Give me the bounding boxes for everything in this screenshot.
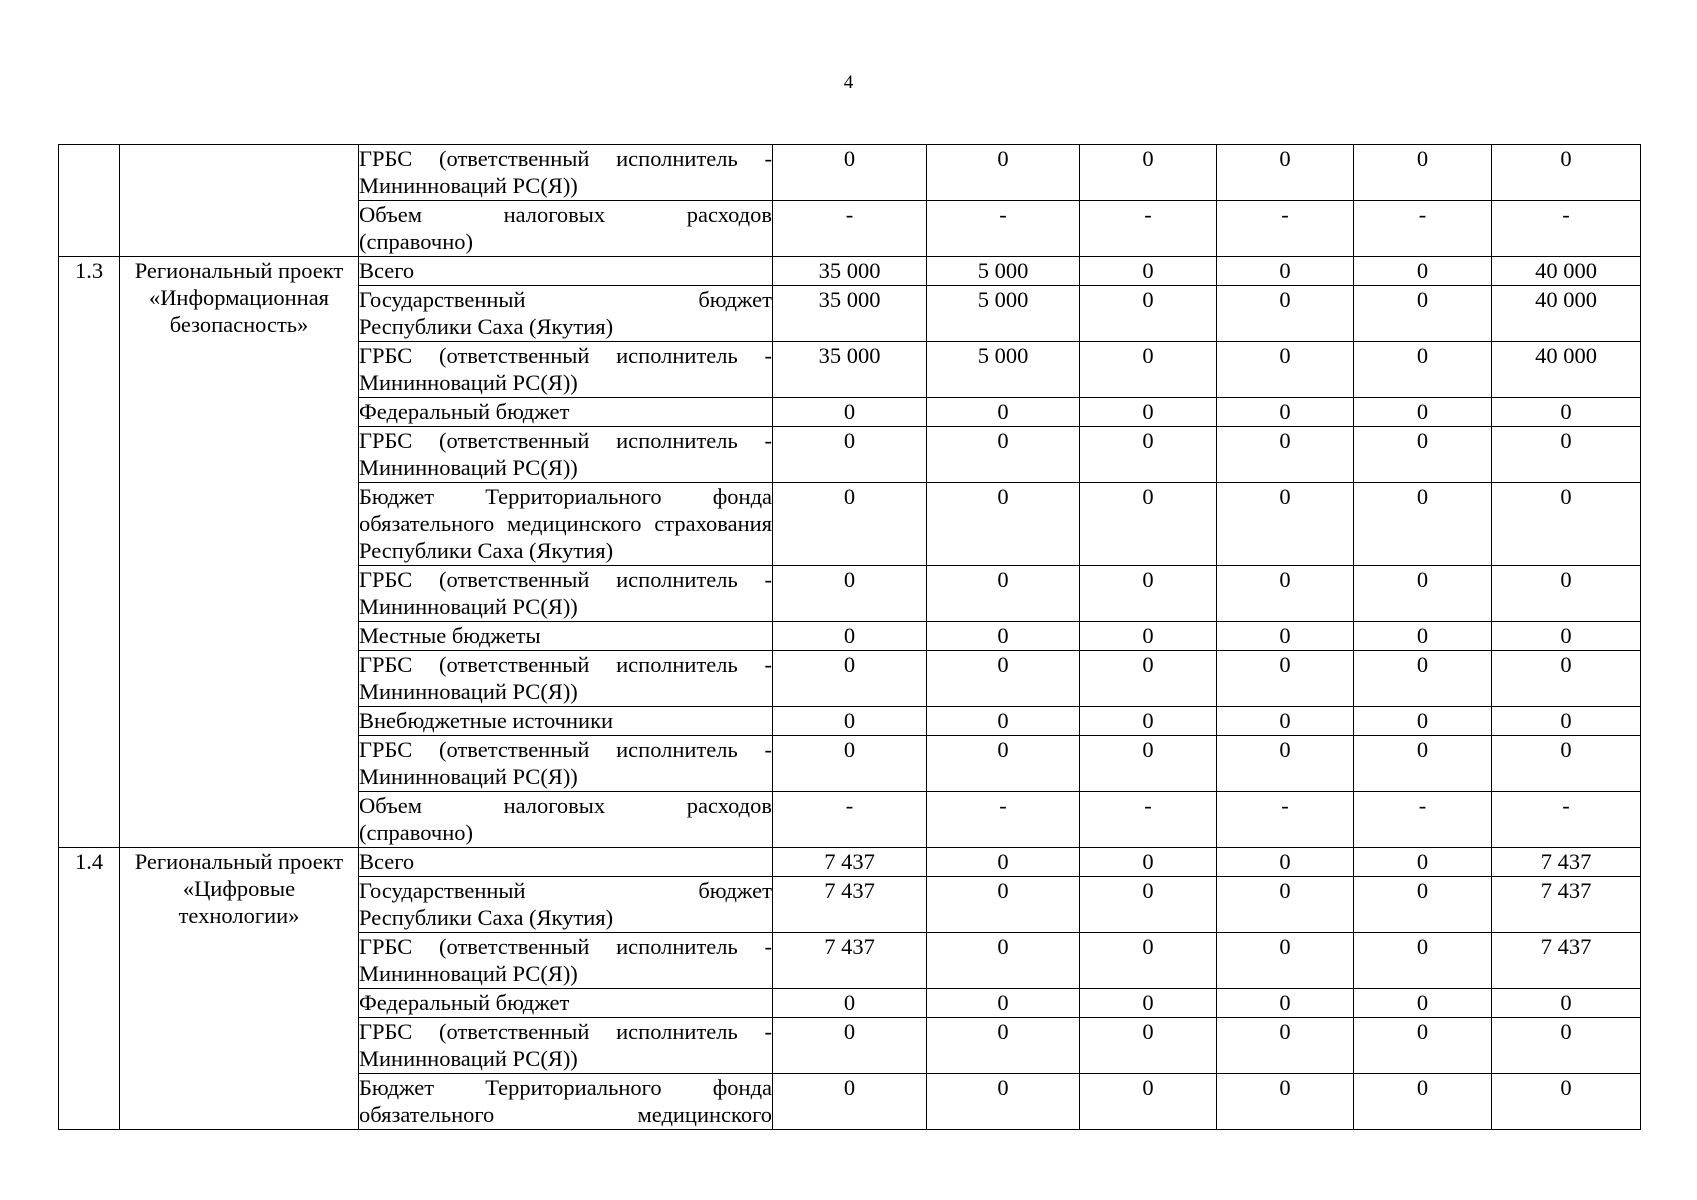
value-cell: 0 [1354,483,1492,566]
value-cell: 0 [1080,651,1217,707]
value-cell: 0 [1492,1074,1641,1130]
value-cell: 0 [1217,145,1354,201]
value-cell: 0 [1354,736,1492,792]
table-row [59,145,1641,201]
value-cell: 0 [1492,736,1641,792]
value-cell: 0 [1217,427,1354,483]
funding-source-line [359,286,772,313]
funding-source: ГРБС (ответственный исполнитель - Мининноваций РС(Я)) [359,342,773,398]
value-cell: 0 [1492,1018,1641,1074]
funding-source [359,286,773,342]
value-cell: 7 437 [773,877,927,933]
value-cell: 5 000 [927,342,1080,398]
value-cell: 0 [1080,427,1217,483]
funding-source-word: Государственный [359,878,526,903]
funding-source: Федеральный бюджет [359,989,773,1018]
value-cell: 0 [927,566,1080,622]
value-cell: 0 [1217,989,1354,1018]
value-cell: - [773,792,927,848]
funding-source-line: (справочно) [359,820,473,845]
value-cell: 7 437 [1492,848,1641,877]
value-cell: 40 000 [1492,342,1641,398]
value-cell: 0 [927,651,1080,707]
value-cell: 0 [927,1074,1080,1130]
value-cell: 0 [1080,707,1217,736]
value-cell: 0 [927,707,1080,736]
value-cell: 0 [773,989,927,1018]
value-cell: 0 [1080,483,1217,566]
value-cell: 0 [1217,286,1354,342]
value-cell: 7 437 [773,933,927,989]
value-cell: 0 [1217,398,1354,427]
value-cell: 0 [1354,707,1492,736]
value-cell: 0 [773,566,927,622]
value-cell: 0 [1080,342,1217,398]
item-number: 1.3 [59,257,120,848]
value-cell: 0 [1217,622,1354,651]
funding-source: Всего [359,848,773,877]
value-cell: - [1354,201,1492,257]
value-cell: 0 [1080,566,1217,622]
budget-table [58,144,1641,1130]
funding-source-line: Республики Саха (Якутия) [359,905,614,930]
value-cell: 0 [773,427,927,483]
table-row [59,257,1641,286]
value-cell: - [1217,201,1354,257]
value-cell: 0 [1080,286,1217,342]
value-cell: 40 000 [1492,286,1641,342]
funding-source: Внебюджетные источники [359,707,773,736]
funding-source [359,201,773,257]
value-cell: 0 [1217,483,1354,566]
value-cell: 0 [1217,566,1354,622]
value-cell: 0 [927,427,1080,483]
item-name: Региональный проект «Цифровые технологии» [120,848,359,1130]
item-name: Региональный проект «Информационная безопасность» [120,257,359,848]
value-cell: - [927,201,1080,257]
funding-source-word: расходов [686,202,772,227]
value-cell: 0 [1217,257,1354,286]
value-cell: 0 [1354,651,1492,707]
funding-source: ГРБС (ответственный исполнитель - Мининноваций РС(Я)) [359,427,773,483]
value-cell: 0 [1354,848,1492,877]
value-cell: 0 [1354,342,1492,398]
value-cell: - [1492,201,1641,257]
value-cell: 0 [1354,1018,1492,1074]
value-cell: 0 [1354,622,1492,651]
funding-source-line [359,877,772,904]
value-cell: 0 [927,622,1080,651]
value-cell: 0 [1492,651,1641,707]
value-cell: 0 [927,848,1080,877]
page-number: 4 [843,72,854,93]
value-cell: 0 [1080,877,1217,933]
value-cell: 0 [1354,566,1492,622]
value-cell: 35 000 [773,257,927,286]
funding-source-word: Государственный [359,287,526,312]
value-cell: 0 [1080,257,1217,286]
value-cell: 35 000 [773,286,927,342]
value-cell: 0 [1217,342,1354,398]
value-cell: 0 [1217,877,1354,933]
funding-source-word: Объем [359,202,422,227]
value-cell: 0 [773,145,927,201]
value-cell: 7 437 [1492,933,1641,989]
value-cell: 0 [927,933,1080,989]
value-cell: - [1217,792,1354,848]
funding-source: Местные бюджеты [359,622,773,651]
funding-source-word: налоговых [503,793,606,818]
funding-source-line [359,792,772,819]
value-cell: 0 [1080,989,1217,1018]
value-cell: 0 [1492,398,1641,427]
budget-table-body [59,145,1641,1130]
table-row [59,848,1641,877]
value-cell: 0 [1354,877,1492,933]
value-cell: 0 [1354,427,1492,483]
value-cell: 0 [1217,707,1354,736]
value-cell: 0 [1354,989,1492,1018]
value-cell: 0 [773,398,927,427]
funding-source [359,792,773,848]
funding-source: ГРБС (ответственный исполнитель - Мининноваций РС(Я)) [359,651,773,707]
value-cell: 0 [1217,848,1354,877]
value-cell: 7 437 [773,848,927,877]
value-cell: 0 [1080,848,1217,877]
value-cell: 0 [1080,1018,1217,1074]
value-cell: - [927,792,1080,848]
value-cell: 0 [1492,483,1641,566]
value-cell: 0 [1217,736,1354,792]
value-cell: 0 [773,651,927,707]
value-cell: 0 [1354,286,1492,342]
value-cell: - [1080,792,1217,848]
funding-source-line [359,201,772,228]
funding-source: ГРБС (ответственный исполнитель - Мининноваций РС(Я)) [359,736,773,792]
value-cell: 0 [1080,622,1217,651]
value-cell: 0 [1354,1074,1492,1130]
funding-source-word: Объем [359,793,422,818]
funding-source-word: расходов [686,793,772,818]
value-cell: 35 000 [773,342,927,398]
value-cell: 0 [1080,398,1217,427]
funding-source-line: Республики Саха (Якутия) [359,314,614,339]
funding-source-word: налоговых [503,202,606,227]
value-cell: - [1492,792,1641,848]
value-cell: 0 [1080,933,1217,989]
funding-source: ГРБС (ответственный исполнитель - Мининноваций РС(Я)) [359,1018,773,1074]
value-cell: 0 [1354,398,1492,427]
value-cell: 0 [1217,651,1354,707]
value-cell: 0 [1217,1074,1354,1130]
item-number: 1.4 [59,848,120,1130]
value-cell: 0 [773,483,927,566]
value-cell: 0 [773,1074,927,1130]
value-cell: 0 [927,989,1080,1018]
value-cell: 0 [1217,933,1354,989]
value-cell: 0 [927,877,1080,933]
value-cell: - [773,201,927,257]
item-name-cell [120,145,359,257]
value-cell: 5 000 [927,286,1080,342]
funding-source: ГРБС (ответственный исполнитель - Мининноваций РС(Я)) [359,933,773,989]
value-cell: 0 [1492,707,1641,736]
funding-source: ГРБС (ответственный исполнитель - Мининноваций РС(Я)) [359,566,773,622]
funding-source: ГРБС (ответственный исполнитель - Мининноваций РС(Я)) [359,145,773,201]
value-cell: 0 [1354,933,1492,989]
value-cell: 0 [1492,145,1641,201]
value-cell: 7 437 [1492,877,1641,933]
value-cell: 0 [1080,145,1217,201]
value-cell: 40 000 [1492,257,1641,286]
value-cell: 0 [1354,257,1492,286]
item-number-cell [59,145,120,257]
value-cell: 0 [927,398,1080,427]
value-cell: 5 000 [927,257,1080,286]
value-cell: 0 [773,622,927,651]
funding-source: Бюджет Территориального фонда обязательного медицинского [359,1074,773,1130]
value-cell: 0 [1492,622,1641,651]
value-cell: 0 [1080,736,1217,792]
value-cell: 0 [773,1018,927,1074]
funding-source: Федеральный бюджет [359,398,773,427]
value-cell: 0 [927,1018,1080,1074]
value-cell: 0 [1354,145,1492,201]
value-cell: 0 [1217,1018,1354,1074]
value-cell: 0 [927,145,1080,201]
value-cell: 0 [773,736,927,792]
funding-source: Всего [359,257,773,286]
funding-source [359,877,773,933]
value-cell: 0 [927,736,1080,792]
value-cell: - [1080,201,1217,257]
funding-source: Бюджет Территориального фонда обязательного медицинского страхования Республики Саха (Якутия) [359,483,773,566]
value-cell: 0 [1492,427,1641,483]
value-cell: - [1354,792,1492,848]
funding-source-word: бюджет [698,287,772,312]
value-cell: 0 [773,707,927,736]
value-cell: 0 [1492,989,1641,1018]
funding-source-word: бюджет [698,878,772,903]
funding-source-line: (справочно) [359,229,473,254]
value-cell: 0 [1080,1074,1217,1130]
value-cell: 0 [1492,566,1641,622]
value-cell: 0 [927,483,1080,566]
